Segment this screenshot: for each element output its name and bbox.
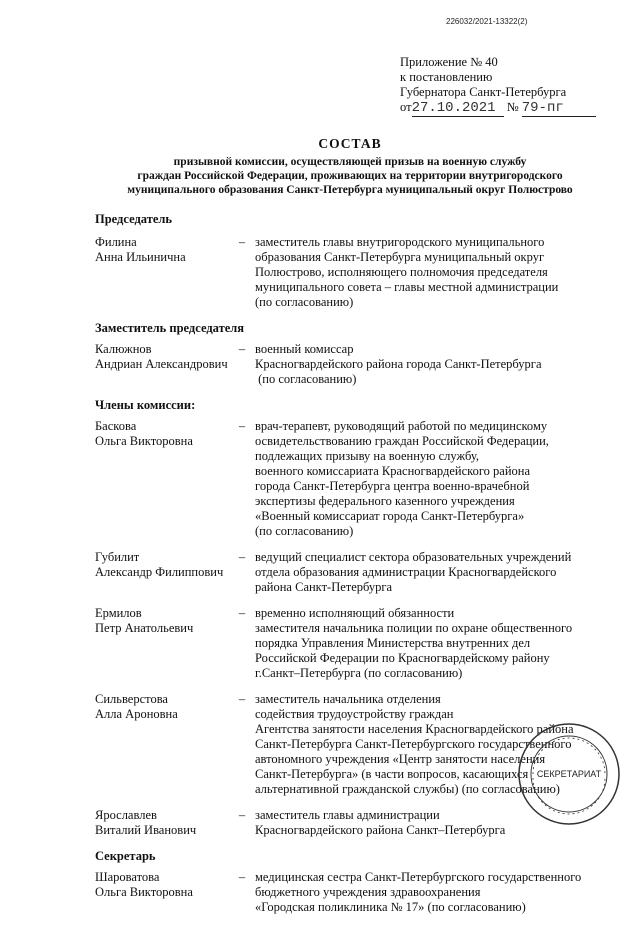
- member-deputy: [95, 342, 615, 387]
- member-position: медицинская сестра Санкт-Петербургского государственного бюджетного учреждения здравоохранения «Городская поликлиника № 17» (по согласованию): [255, 870, 582, 914]
- member-position: заместитель главы внутригородского муниципального образования Санкт-Петербурга муниципальный округ Полюстрово, исполняющего полномочия председателя муниципального совета – главы местной администрации (по согласованию): [255, 235, 559, 309]
- member-row: [95, 606, 615, 681]
- subtitle-line: призывной комиссии, осуществляющей призыв на военную службу: [173, 156, 527, 168]
- appendix-line: Губернатора Санкт-Петербурга: [400, 85, 567, 99]
- member-position: заместитель начальника отделения содействия трудоустройству граждан Агентства занятости населения Красногвардейского района Санкт-Петербурга Санкт-Петербургского государственного автономного учреждения «Центр занятости населения Санкт-Петербурга» (в части вопросов, касающихся альтернативной гражданской службы) (по согласованию): [255, 692, 574, 796]
- document-subtitle: [90, 155, 610, 197]
- subtitle-line: граждан Российской Федерации, проживающих на территории внутригородского: [137, 170, 563, 182]
- section-heading-members: Члены комиссии:: [95, 398, 196, 412]
- member-name: Ярославлев Виталий Иванович: [95, 808, 197, 837]
- stamp-text: СЕКРЕТАРИАТ: [536, 769, 602, 779]
- number-prefix: №: [506, 100, 519, 114]
- handwritten-date: 27.10.2021: [412, 101, 504, 117]
- member-name: Калюжнов Андриан Александрович: [95, 342, 228, 371]
- dash: –: [238, 342, 246, 356]
- dash: –: [238, 419, 246, 433]
- appendix-date-line: [400, 100, 596, 117]
- member-name: Филина Анна Ильинична: [95, 235, 186, 264]
- member-name: Баскова Ольга Викторовна: [95, 419, 193, 448]
- date-prefix: от: [400, 100, 412, 114]
- dash: –: [238, 550, 246, 564]
- appendix-line: Приложение № 40: [400, 55, 498, 69]
- handwritten-number: 79-пг: [522, 101, 596, 117]
- member-name: Шароватова Ольга Викторовна: [95, 870, 193, 899]
- member-position: военный комиссар Красногвардейского района города Санкт-Петербурга (по согласованию): [255, 342, 542, 386]
- stamp-arc-bottom: [533, 778, 605, 814]
- section-heading-chair: Председатель: [95, 212, 173, 226]
- member-row: [95, 550, 615, 595]
- member-position: ведущий специалист сектора образовательных учреждений отдела образования администрации Красногвардейского района Санкт-Петербурга: [255, 550, 572, 594]
- member-secretary: [95, 870, 615, 915]
- member-name: Сильверстова Алла Ароновна: [95, 692, 178, 721]
- document-id: 226032/2021-13322(2): [446, 17, 528, 26]
- subtitle-line: муниципального образования Санкт-Петербурга муниципальный округ Полюстрово: [127, 184, 573, 196]
- dash: –: [238, 808, 246, 822]
- member-name: Губилит Александр Филиппович: [95, 550, 224, 579]
- dash: –: [238, 235, 246, 249]
- dash: –: [238, 692, 246, 706]
- document-title: СОСТАВ: [318, 136, 382, 151]
- dash: –: [238, 870, 246, 884]
- member-row: [95, 419, 615, 539]
- dash: –: [238, 606, 246, 620]
- appendix-block: [400, 55, 596, 117]
- member-position: врач-терапевт, руководящий работой по медицинскому освидетельствованию граждан Российской Федерации, подлежащих призыву на военную службу, военного комиссариата Красногвардейского района города Санкт-Петербурга центра военно-врачебной экспертизы федерального казенного учреждения «Военный комиссариат города Санкт-Петербурга» (по согласованию): [255, 419, 549, 538]
- section-heading-deputy: Заместитель председателя: [95, 321, 245, 335]
- member-position: временно исполняющий обязанности заместителя начальника полиции по охране общественного порядка Управления Министерства внутренних дел Российской Федерации по Красногвардейскому району г.Санкт–Петербурга (по согласованию): [255, 606, 573, 680]
- member-name: Ермилов Петр Анатольевич: [95, 606, 194, 635]
- member-chair: [95, 235, 615, 310]
- appendix-line: к постановлению: [400, 70, 493, 84]
- official-stamp: [515, 720, 623, 828]
- section-heading-secretary: Секретарь: [95, 849, 156, 863]
- member-position: заместитель главы администрации Красногвардейского района Санкт–Петербурга: [255, 808, 506, 837]
